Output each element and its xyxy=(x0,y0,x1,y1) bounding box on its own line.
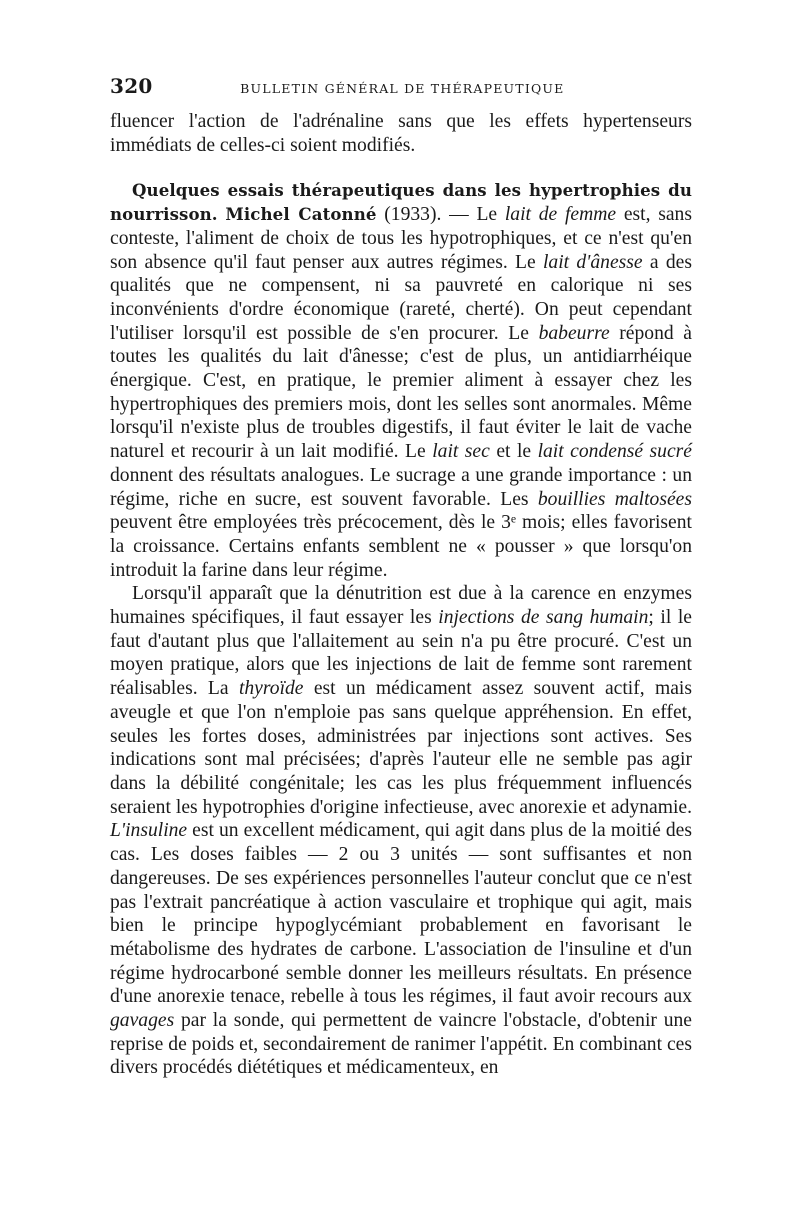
italic-term: lait d'ânesse xyxy=(542,251,643,273)
document-page xyxy=(110,74,692,1080)
italic-term: lait de femme xyxy=(504,204,617,226)
italic-term: lait condensé sucré xyxy=(537,441,692,463)
page-number: 320 xyxy=(110,74,153,98)
text-run: répond à toutes les qualités du lait d'ânesse; c'est de plus, un antidiarrhéique énergique. C'est, en pratique, le premier aliment à essayer chez les hypertrophiques des premiers mois, dont les selles sont anormales. Même lorsqu'il n'existe plus de troubles digestifs, il faut éviter le lait de vache naturel et recourir à un lait modifié. Le xyxy=(110,322,692,463)
text-run: et le xyxy=(489,441,538,463)
text-run: ; il le faut d'autant plus que l'allaitement au sein n'a pu être procuré. C'est un moyen pratique, alors que les injections de lait de femme sont rarement réalisables. La xyxy=(110,607,692,700)
page-header xyxy=(110,74,692,104)
italic-term: injections de sang humain xyxy=(438,607,649,629)
running-title: BULLETIN GÉNÉRAL DE THÉRAPEUTIQUE xyxy=(240,81,565,96)
italic-term: L'insuline xyxy=(110,820,188,842)
text-run: est un excellent médicament, qui agit dans plus de la moitié des cas. Les doses faibles — 2 ou 3 unités — sont suffisantes et non dangereuses. De ses expériences personnelles l'auteur conclut que ce n'est pas l'extrait pancréatique à action vasculaire et trophique qui agit, mais bien le principe hypoglycémiant probablement en favorisant le métabolisme des hydrates de carbone. L'association de l'insuline et d'un régime hydrocarboné semble donner les meilleurs résultats. En présence d'une anorexie tenace, rebelle à tous les régimes, il faut avoir recours aux xyxy=(110,820,692,1008)
italic-term: lait sec xyxy=(432,441,490,463)
text-run: est, sans conteste, l'aliment de choix de tous les hypotrophiques, et ce n'est qu'en son absence qu'il faut penser aux autres régimes. Le xyxy=(110,204,692,273)
italic-term: bouillies maltosées xyxy=(537,488,692,510)
text-run: Lorsqu'il apparaît que la dénutrition est due à la carence en enzymes humaines spécifiques, il faut essayer les xyxy=(110,583,692,629)
text-run: par la sonde, qui permettent de vaincre l'obstacle, d'obtenir une reprise de poids et, secondairement de ranimer l'appétit. En combinant ces divers procédés diététiques et médicamenteux, en xyxy=(110,1010,692,1079)
article-title: Quelques essais thérapeutiques dans les hypertrophies du nourrisson. xyxy=(110,180,692,225)
text-run: — Le xyxy=(449,204,505,226)
text-run: peuvent être employées très précocement, dès le 3ᵉ mois; elles favorisent la croissance. Certains enfants semblent ne « pousser » que lorsqu'on introduit la farine dans leur régime. xyxy=(110,512,692,581)
article-paragraph-1 xyxy=(110,179,692,582)
article-year: (1933). xyxy=(384,204,442,226)
intro-paragraph: fluencer l'action de l'adrénaline sans que les effets hypertenseurs immédiats de celles-ci soient modifiés. xyxy=(110,111,692,156)
italic-term: thyroïde xyxy=(238,678,304,700)
body-text xyxy=(110,110,692,1080)
text-run: donnent des résultats analogues. Le sucrage a une grande importance : un régime, riche en sucre, est souvent favorable. Les xyxy=(110,464,692,510)
italic-term: babeurre xyxy=(538,322,610,344)
italic-term: gavages xyxy=(110,1010,175,1032)
article-paragraph-2 xyxy=(110,582,692,1080)
text-run: a des qualités que ne compensent, ni sa pauvreté en calorique ni ses inconvénients d'ordre économique (rareté, cherté). On peut cependant l'utiliser lorsqu'il est possible de s'en procurer. Le xyxy=(110,251,692,344)
text-run: est un médicament assez souvent actif, mais aveugle et que l'on n'emploie pas sans quelque appréhension. En effet, seules les fortes doses, administrées par injections sont actives. Ses indications sont mal précisées; d'après l'auteur elle ne semble pas agir dans la débilité congénitale; les cas les plus fréquemment influencés seraient les hypotrophies d'origine infectieuse, avec anorexie et adynamie. xyxy=(110,678,692,818)
article-author: Michel Catonné xyxy=(225,204,377,225)
